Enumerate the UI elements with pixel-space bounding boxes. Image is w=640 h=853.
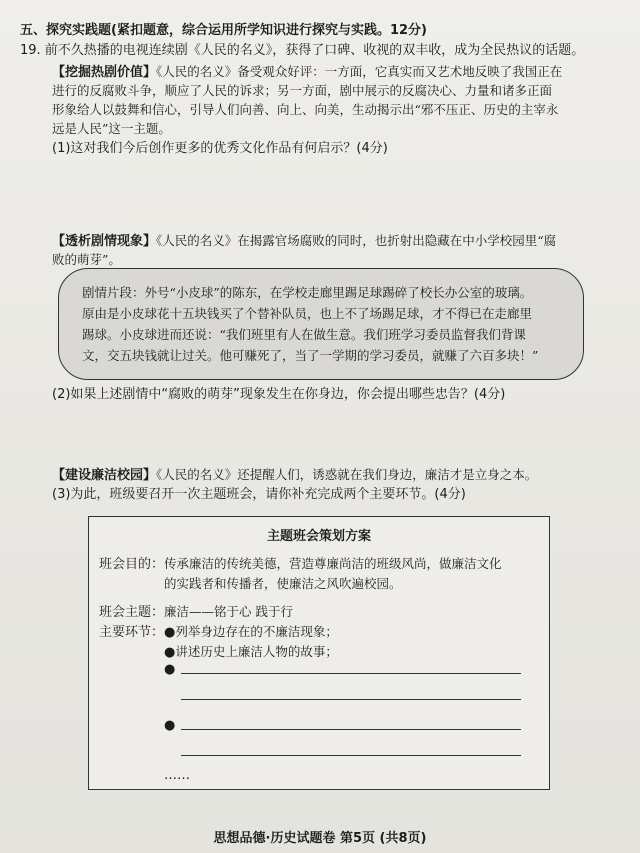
story-line-4: 文，交五块钱就让过关。他可赚死了，当了一学期的学习委员，就赚了六百多块！” [82, 348, 539, 363]
question-19-3: (3)为此，班级要召开一次主题班会，请你补充完成两个主要环节。(4分) [52, 487, 466, 502]
block2-label: 【透析剧情现象】 [52, 234, 157, 249]
block1-first-line [52, 63, 562, 81]
plan-theme-row [99, 603, 293, 621]
plan-purpose-row [99, 555, 502, 573]
bullet-icon: ● [164, 662, 176, 677]
question-19-1: (1)这对我们今后创作更多的优秀文化作品有何启示？(4分) [52, 141, 388, 156]
bullet-icon: ● [164, 645, 176, 660]
block3-first-line [52, 466, 537, 484]
question-19-intro: 19. 前不久热播的电视连续剧《人民的名义》，获得了口碑、收视的双丰收，成为全民热议的话题。 [20, 43, 585, 58]
story-line-3: 踢球。小皮球进而还说：“我们班里有人在做生意。我们班学习委员监督我们背课 [82, 327, 526, 342]
plan-step-row-2 [164, 643, 338, 661]
plan-steps-label: 主要环节： [99, 625, 165, 640]
plan-title: 主题班会策划方案 [266, 529, 371, 544]
block1-text-line-4: 远是人民”这一主题。 [52, 121, 171, 136]
plan-step-2: 讲述历史上廉洁人物的故事； [175, 644, 338, 659]
plan-step-row-1 [99, 623, 338, 641]
block1-text-line-2: 进行的反腐败斗争，顺应了人民的诉求；另一方面，剧中展示的反腐决心、力量和诸多正面 [52, 83, 553, 98]
plan-purpose-line-2: 的实践者和传播者，使廉洁之风吹遍校园。 [164, 576, 402, 591]
answer-blank-line[interactable] [181, 673, 521, 674]
plan-ellipsis: …… [164, 768, 190, 783]
block3-label: 【建设廉洁校园】 [52, 468, 157, 483]
block1-label: 【挖掘热剧价值】 [52, 65, 157, 80]
block3-text: 《人民的名义》还提醒人们，诱惑就在我们身边，廉洁才是立身之本。 [156, 467, 538, 482]
story-line-2: 原由是小皮球花十五块钱买了个替补队员，也上不了场踢足球，才不得已在走廊里 [82, 306, 533, 321]
bullet-icon: ● [164, 625, 176, 640]
block2-first-line [52, 232, 556, 250]
story-line-1: 剧情片段：外号“小皮球”的陈东，在学校走廊里踢足球踢碎了校长办公室的玻璃。 [82, 285, 533, 300]
answer-blank-line[interactable] [181, 755, 521, 756]
block2-text-line-1: 《人民的名义》在揭露官场腐败的同时，也折射出隐藏在中小学校园里“腐 [156, 233, 557, 248]
plan-theme-value: 廉洁——铭于心 践于行 [164, 604, 293, 619]
plan-purpose-line-1: 传承廉洁的传统美德，营造尊廉尚洁的班级风尚，做廉洁文化 [164, 556, 502, 571]
plan-theme-label: 班会主题： [99, 605, 165, 620]
section-header: 五、探究实践题(紧扣题意，综合运用所学知识进行探究与实践。12分) [20, 23, 427, 38]
class-meeting-plan-box [88, 516, 550, 790]
block2-text-line-2: 败的萌芽”。 [52, 252, 121, 267]
question-19-2: (2)如果上述剧情中“腐败的萌芽”现象发生在你身边，你会提出哪些忠告？(4分) [52, 387, 506, 402]
plan-purpose-label: 班会目的： [99, 557, 165, 572]
page-footer: 思想品德·历史试题卷 第5页 (共8页) [213, 831, 427, 846]
block1-text-line-3: 形象给人以鼓舞和信心，引导人们向善、向上、向美，生动揭示出“邪不压正、历史的主宰永 [52, 102, 559, 117]
answer-blank-line[interactable] [181, 699, 521, 700]
answer-blank-line[interactable] [181, 729, 521, 730]
block1-text-line-1: 《人民的名义》备受观众好评：一方面，它真实而又艺术地反映了我国正在 [156, 64, 563, 79]
bullet-icon: ● [164, 718, 176, 733]
plan-step-1: 列举身边存在的不廉洁现象； [175, 624, 338, 639]
